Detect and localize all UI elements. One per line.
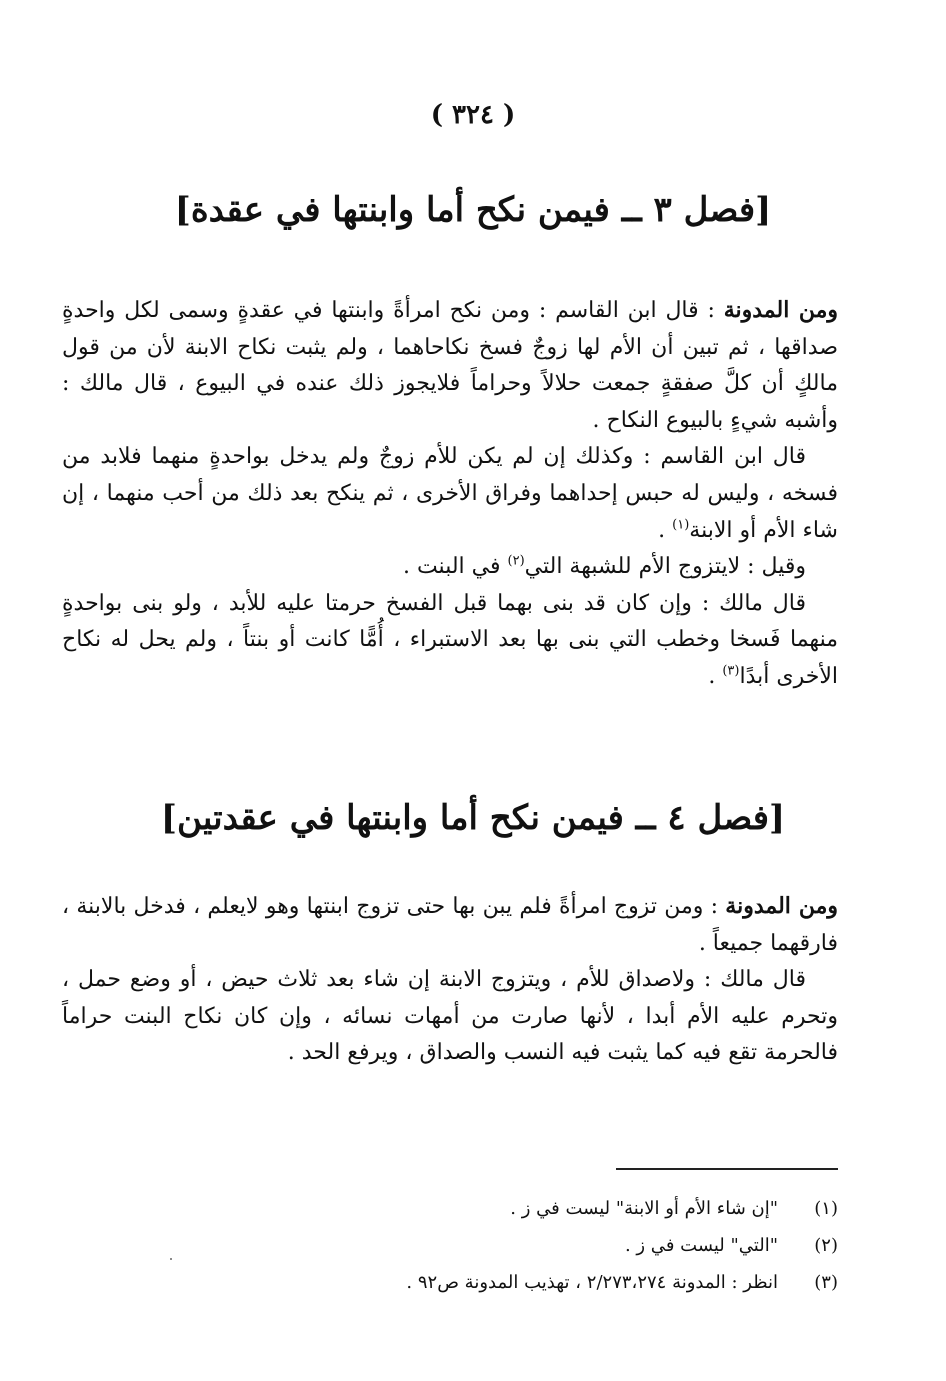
footnote-number: (٣)	[814, 1272, 838, 1293]
paragraph	[62, 292, 838, 439]
footnote-number: (١)	[814, 1198, 838, 1219]
paragraph-text: وقيل : لايتزوج الأم للشبهة التي	[524, 554, 806, 580]
paragraph-text: في البنت .	[402, 554, 508, 580]
footnote-text: انظر : المدونة ٢/٢٧٣،٢٧٤ ، تهذيب المدونة ص٩٢ .	[406, 1272, 778, 1293]
paragraph	[62, 962, 838, 1072]
footnote-marker[interactable]: (٣)	[722, 663, 740, 679]
paragraph-text: .	[658, 517, 673, 543]
paragraph	[62, 888, 838, 962]
page-number: ( ٣٢٤ )	[430, 100, 516, 130]
paragraph-text: قال مالك : وإن كان قد بنى بهما قبل الفسخ حرمتا عليه للأبد ، ولو بنى بواحدةٍ منهما فَسخا وخطب التي بنى بها بعد الاستبراء ، أُمًّا كانت أو بنتاً ، ولم يحل له نكاح الأخرى أبدًا	[62, 590, 838, 689]
footnote	[62, 1264, 838, 1301]
paragraph-text: .	[708, 663, 723, 689]
footnote-divider	[616, 1168, 838, 1170]
section-body	[62, 888, 838, 1072]
section-heading: [فصل ٤ ــ فيمن نكح أما وابنتها في عقدتين]	[160, 798, 786, 838]
scan-speck	[170, 1258, 172, 1260]
footnote	[62, 1227, 838, 1264]
paragraph	[62, 586, 838, 696]
footnote-text: "إن شاء الأم أو الابنة" ليست في ز .	[510, 1198, 778, 1219]
paragraph	[62, 549, 838, 586]
paragraph	[62, 439, 838, 549]
section-body	[62, 292, 838, 696]
footnote	[62, 1190, 838, 1227]
footnote-marker[interactable]: (١)	[672, 517, 690, 533]
paragraph-lead: ومن المدونة	[723, 297, 838, 323]
paragraph-text: : قال ابن القاسم : ومن نكح امرأةً وابنتها في عقدةٍ وسمى لكل واحدةٍ صداقها ، ثم تبين أن الأم لها زوجٌ فسخ نكاحاهما ، ولم يثبت نكاح الابنة لأن من قول مالكٍ أن كلَّ صفقةٍ جمعت حلالاً وحراماً فلايجوز ذلك عنده في البيوع ، قال مالك : وأشبه شيءٍ بالبيوع النكاح .	[62, 298, 838, 433]
paragraph-text: قال مالك : ولاصداق للأم ، ويتزوج الابنة إن شاء بعد ثلاث حيض ، أو وضع حمل ، وتحرم عليه الأم أبدا ، لأنها صارت من أمهات نسائه ، وإن كان نكاح البنت حراماً فالحرمة تقع فيه كما يثبت فيه النسب والصداق ، ويرفع الحد .	[62, 967, 838, 1066]
footnotes	[62, 1190, 838, 1301]
paragraph-text: : ومن تزوج امرأةً فلم يبن بها حتى تزوج ابنتها وهو لايعلم ، فدخل بالابنة ، فارقهما جميعاً .	[62, 894, 838, 956]
paragraph-lead: ومن المدونة	[725, 893, 838, 919]
footnote-number: (٢)	[814, 1235, 838, 1256]
section-heading: [فصل ٣ ــ فيمن نكح أما وابنتها في عقدة]	[174, 190, 772, 230]
footnote-marker[interactable]: (٢)	[507, 553, 525, 569]
paragraph-text: قال ابن القاسم : وكذلك إن لم يكن للأم زوجٌ ولم يدخل بواحدةٍ منهما فلابد من فسخه ، وليس له حبس إحداهما وفراق الأخرى ، ثم ينكح بعد ذلك من أحب منهما ، إن شاء الأم أو الابنة	[62, 444, 838, 543]
footnote-text: "التي" ليست في ز .	[624, 1235, 778, 1256]
